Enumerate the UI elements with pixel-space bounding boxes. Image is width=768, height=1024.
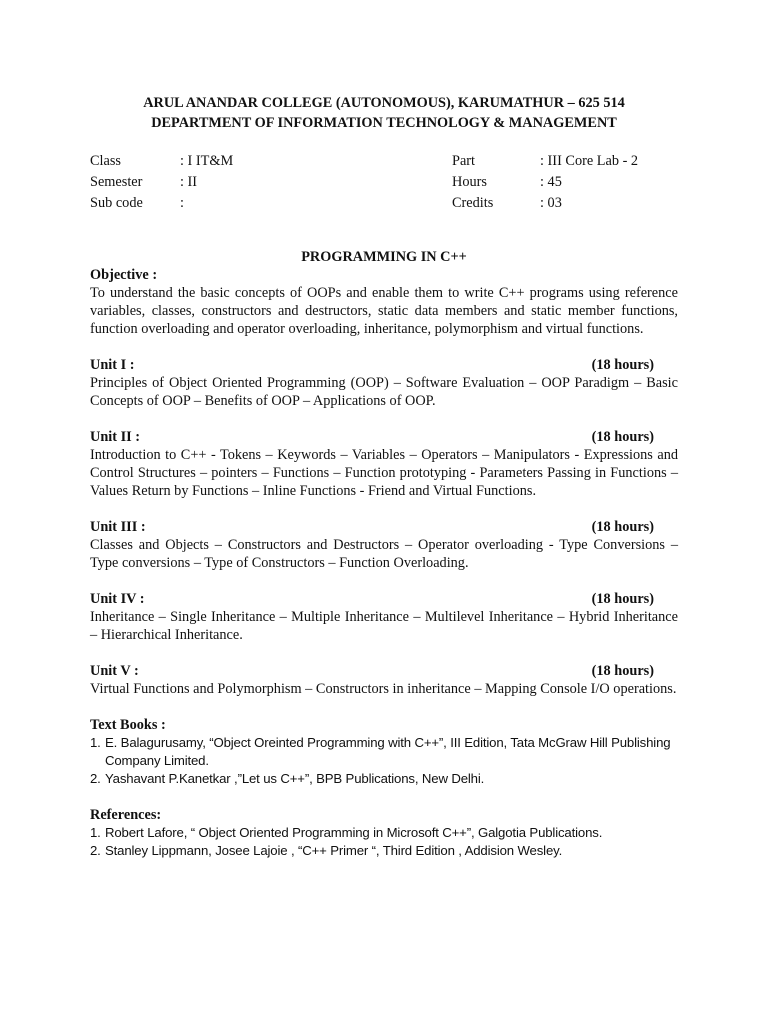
unit-content: Principles of Object Oriented Programming (OOP) – Software Evaluation – OOP Paradigm – Basic Concepts of OOP – Benefits of OOP – Applications of OOP. (90, 375, 678, 409)
text-book-item (90, 734, 678, 770)
unit-title: Unit I : (90, 357, 135, 373)
course-info-table (90, 152, 678, 214)
unit-heading (90, 662, 678, 680)
info-value-hours: : 45 (540, 174, 562, 190)
course-title: PROGRAMMING IN C++ (301, 249, 467, 265)
unit-heading (90, 356, 678, 374)
info-label-semester: Semester (90, 174, 143, 190)
info-row-semester (90, 173, 678, 194)
unit-hours: (18 hours) (591, 519, 654, 535)
unit-heading (90, 428, 678, 446)
unit-heading (90, 590, 678, 608)
objective-text: To understand the basic concepts of OOPs and enable them to write C++ programs using reference variables, classes, constructors and destructors, static data members and static member functions, function overloading and operator overloading, inheritance, polymorphism and virtual functions. (90, 285, 678, 337)
reference-citation: Robert Lafore, “ Object Oriented Programming in Microsoft C++”, Galgotia Publications. (105, 825, 603, 840)
text-books-list (90, 734, 678, 788)
objective-section (90, 266, 678, 338)
references-section (90, 806, 678, 860)
info-label-credits: Credits (452, 195, 494, 211)
book-citation: Yashavant P.Kanetkar ,”Let us C++”, BPB Publications, New Delhi. (105, 771, 485, 786)
list-number: 1. (90, 825, 101, 840)
info-label-subcode: Sub code (90, 195, 143, 211)
college-name: ARUL ANANDAR COLLEGE (AUTONOMOUS), KARUMATHUR – 625 514 (143, 95, 625, 111)
unit-content: Inheritance – Single Inheritance – Multiple Inheritance – Multilevel Inheritance – Hybrid Inheritance – Hierarchical Inheritance. (90, 609, 678, 643)
info-row-subcode (90, 194, 678, 215)
text-books-section (90, 716, 678, 788)
unit-content: Classes and Objects – Constructors and Destructors – Operator overloading - Type Conversions – Type conversions – Type of Constructors – Function Overloading. (90, 537, 678, 571)
unit-content: Introduction to C++ - Tokens – Keywords – Variables – Operators – Manipulators - Expressions and Control Structures – pointers – Functions – Function prototyping - Parameters Passing in Functions – Values Return by Functions – Inline Functions - Friend and Virtual Functions. (90, 447, 678, 499)
info-value-class: : I IT&M (180, 153, 234, 169)
unit-title: Unit III : (90, 519, 146, 535)
info-value-subcode: : (180, 195, 184, 211)
list-number: 1. (90, 735, 101, 750)
info-row-class (90, 152, 678, 173)
references-label: References: (90, 807, 162, 823)
unit-title: Unit V : (90, 663, 139, 679)
unit-hours: (18 hours) (591, 357, 654, 373)
unit-section-1 (90, 356, 678, 410)
info-label-class: Class (90, 153, 121, 169)
unit-hours: (18 hours) (591, 591, 654, 607)
reference-item (90, 842, 678, 860)
objective-label: Objective : (90, 267, 158, 283)
syllabus-page (90, 93, 678, 860)
reference-citation: Stanley Lippmann, Josee Lajoie , “C++ Primer “, Third Edition , Addision Wesley. (105, 843, 563, 858)
reference-item (90, 824, 678, 842)
info-value-semester: : II (180, 174, 198, 190)
unit-section-3 (90, 518, 678, 572)
references-list (90, 824, 678, 860)
unit-hours: (18 hours) (591, 663, 654, 679)
info-label-part: Part (452, 153, 476, 169)
book-citation: E. Balagurusamy, “Object Oreinted Programming with C++”, III Edition, Tata McGraw Hill Publishing Company Limited. (105, 735, 671, 768)
text-books-label: Text Books : (90, 717, 166, 733)
info-value-credits: : 03 (540, 195, 562, 211)
unit-section-5 (90, 662, 678, 698)
unit-title: Unit II : (90, 429, 141, 445)
unit-section-2 (90, 428, 678, 500)
unit-heading (90, 518, 678, 536)
unit-hours: (18 hours) (591, 429, 654, 445)
unit-section-4 (90, 590, 678, 644)
list-number: 2. (90, 843, 101, 858)
list-number: 2. (90, 771, 101, 786)
department-name: DEPARTMENT OF INFORMATION TECHNOLOGY & MANAGEMENT (151, 115, 617, 131)
info-label-hours: Hours (452, 174, 487, 190)
text-book-item (90, 770, 678, 788)
unit-title: Unit IV : (90, 591, 145, 607)
info-value-part: : III Core Lab - 2 (540, 153, 639, 169)
unit-content: Virtual Functions and Polymorphism – Constructors in inheritance – Mapping Console I/O operations. (90, 681, 677, 697)
